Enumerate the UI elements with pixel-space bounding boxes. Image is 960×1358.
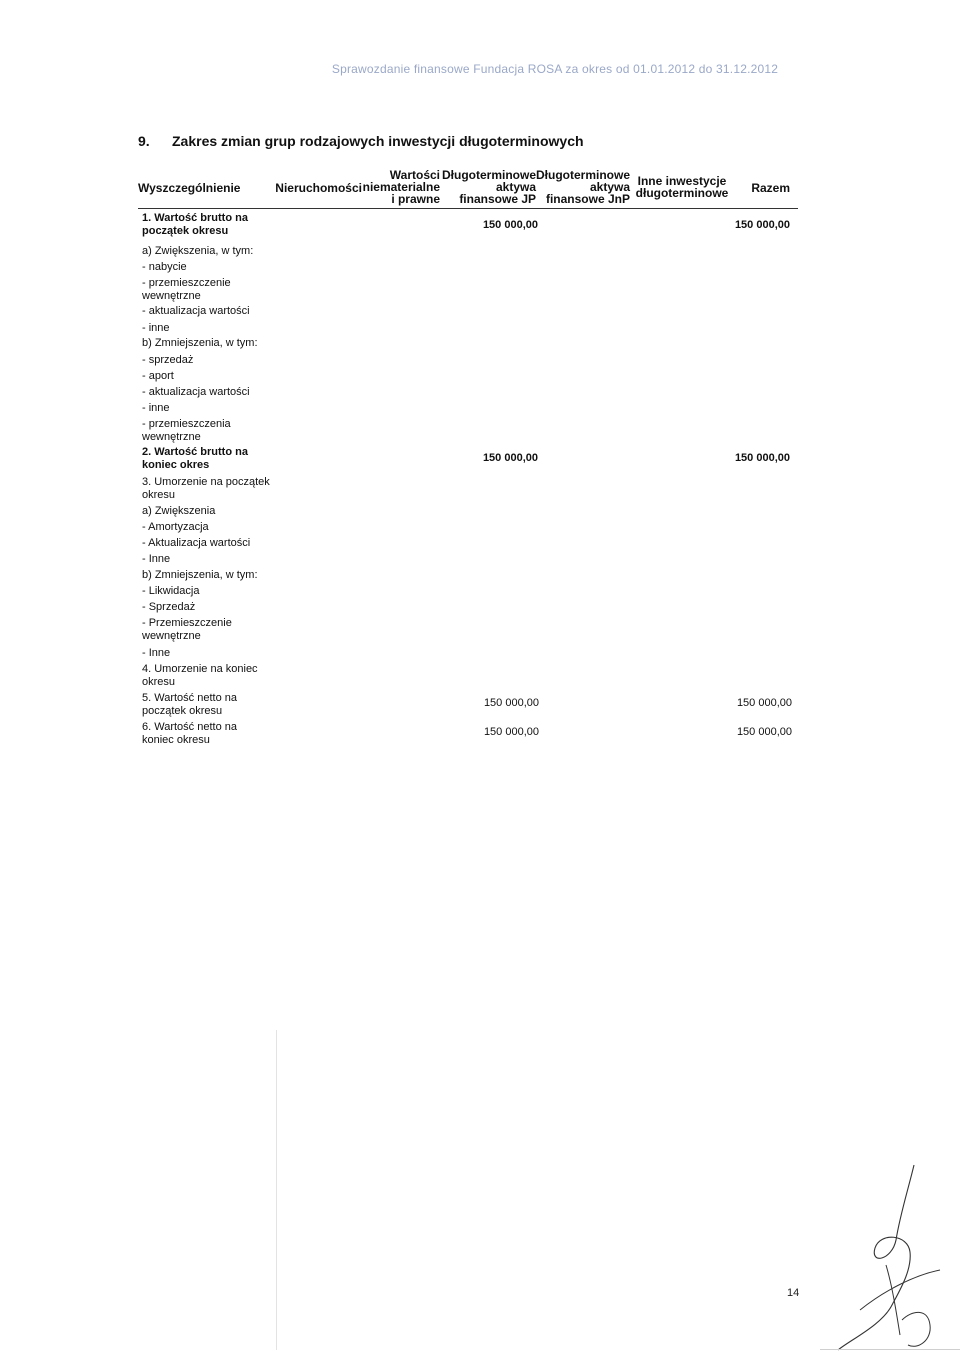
- value-r13-jp: 150 000,00: [482, 452, 538, 464]
- row-label: - przemieszczenie wewnętrzne: [142, 277, 231, 302]
- value-r13-total: 150 000,00: [734, 452, 790, 464]
- row-label: b) Zmniejszenia, w tym:: [142, 569, 258, 581]
- scan-artifact-line: [276, 1030, 277, 1350]
- header-rule: [138, 208, 798, 209]
- col-header-jp-l3: finansowe JP: [459, 192, 536, 206]
- value-r25-jp: 150 000,00: [483, 697, 539, 709]
- row-label: - inne: [142, 322, 170, 334]
- col-header-other-l1: Inne inwestycje: [637, 174, 727, 188]
- row-label: b) Zmniejszenia, w tym:: [142, 337, 258, 349]
- col-header-intangible-l3: i prawne: [391, 192, 440, 206]
- section-title-text: Zakres zmian grup rodzajowych inwestycji długoterminowych: [172, 133, 584, 149]
- row-label: - aport: [142, 370, 174, 382]
- col-header-jp-l2: aktywa: [495, 180, 536, 194]
- row-label: - Aktualizacja wartości: [142, 537, 251, 549]
- page-header: Sprawozdanie finansowe Fundacja ROSA za okres od 01.01.2012 do 31.12.2012: [331, 62, 779, 76]
- signature-mark: [830, 1160, 950, 1355]
- value-r26-total: 150 000,00: [736, 726, 792, 738]
- section-number: 9.: [138, 133, 150, 149]
- col-header-description: Wyszczególnienie: [138, 181, 241, 195]
- col-header-lt-assets-jp: [440, 169, 536, 205]
- row-label: 6. Wartość netto na koniec okresu: [142, 721, 237, 746]
- row-label: a) Zwiększenia: [142, 505, 216, 517]
- col-header-total: Razem: [751, 181, 790, 195]
- col-header-lt-assets-jnp: [536, 169, 630, 205]
- row-label: - Likwidacja: [142, 585, 200, 597]
- value-r25-total: 150 000,00: [736, 697, 792, 709]
- row-label: - Amortyzacja: [142, 521, 209, 533]
- row-label: - Sprzedaż: [142, 601, 196, 613]
- value-r26-jp: 150 000,00: [483, 726, 539, 738]
- col-header-intangible-l1: Wartości: [389, 168, 440, 182]
- value-r1-jp: 150 000,00: [482, 219, 538, 231]
- row-label: - przemieszczenia wewnętrzne: [142, 418, 231, 443]
- row-label: a) Zwiększenia, w tym:: [142, 245, 254, 257]
- col-header-jnp-l2: aktywa: [589, 180, 630, 194]
- row-label: - nabycie: [142, 261, 187, 273]
- row-label: - Inne: [142, 553, 171, 565]
- row-label: 2. Wartość brutto na koniec okres: [142, 446, 248, 471]
- col-header-intangible-l2: niematerialne: [362, 180, 440, 194]
- col-header-intangible: [360, 169, 440, 205]
- col-header-jp-l1: Długoterminowe: [441, 168, 536, 182]
- row-label: - sprzedaż: [142, 354, 194, 366]
- row-label: - inne: [142, 402, 170, 414]
- row-label: 1. Wartość brutto na początek okresu: [142, 212, 248, 237]
- col-header-jnp-l1: Długoterminowe: [536, 168, 631, 182]
- row-label: - Przemieszczenie wewnętrzne: [142, 617, 232, 642]
- bottom-rule: [820, 1349, 960, 1350]
- section-title: [138, 133, 584, 149]
- row-label: 3. Umorzenie na początek okresu: [142, 476, 270, 501]
- row-label: - aktualizacja wartości: [142, 305, 250, 317]
- col-header-real-estate: Nieruchomości: [275, 181, 362, 195]
- row-label: 4. Umorzenie na koniec okresu: [142, 663, 258, 688]
- row-label: - Inne: [142, 647, 171, 659]
- col-header-jnp-l3: finansowe JnP: [545, 192, 630, 206]
- page-number: 14: [787, 1287, 800, 1299]
- value-r1-total: 150 000,00: [734, 219, 790, 231]
- col-header-other-investments: [634, 175, 730, 199]
- row-label: - aktualizacja wartości: [142, 386, 250, 398]
- col-header-other-l2: długoterminowe: [635, 186, 729, 200]
- row-label: 5. Wartość netto na początek okresu: [142, 692, 237, 717]
